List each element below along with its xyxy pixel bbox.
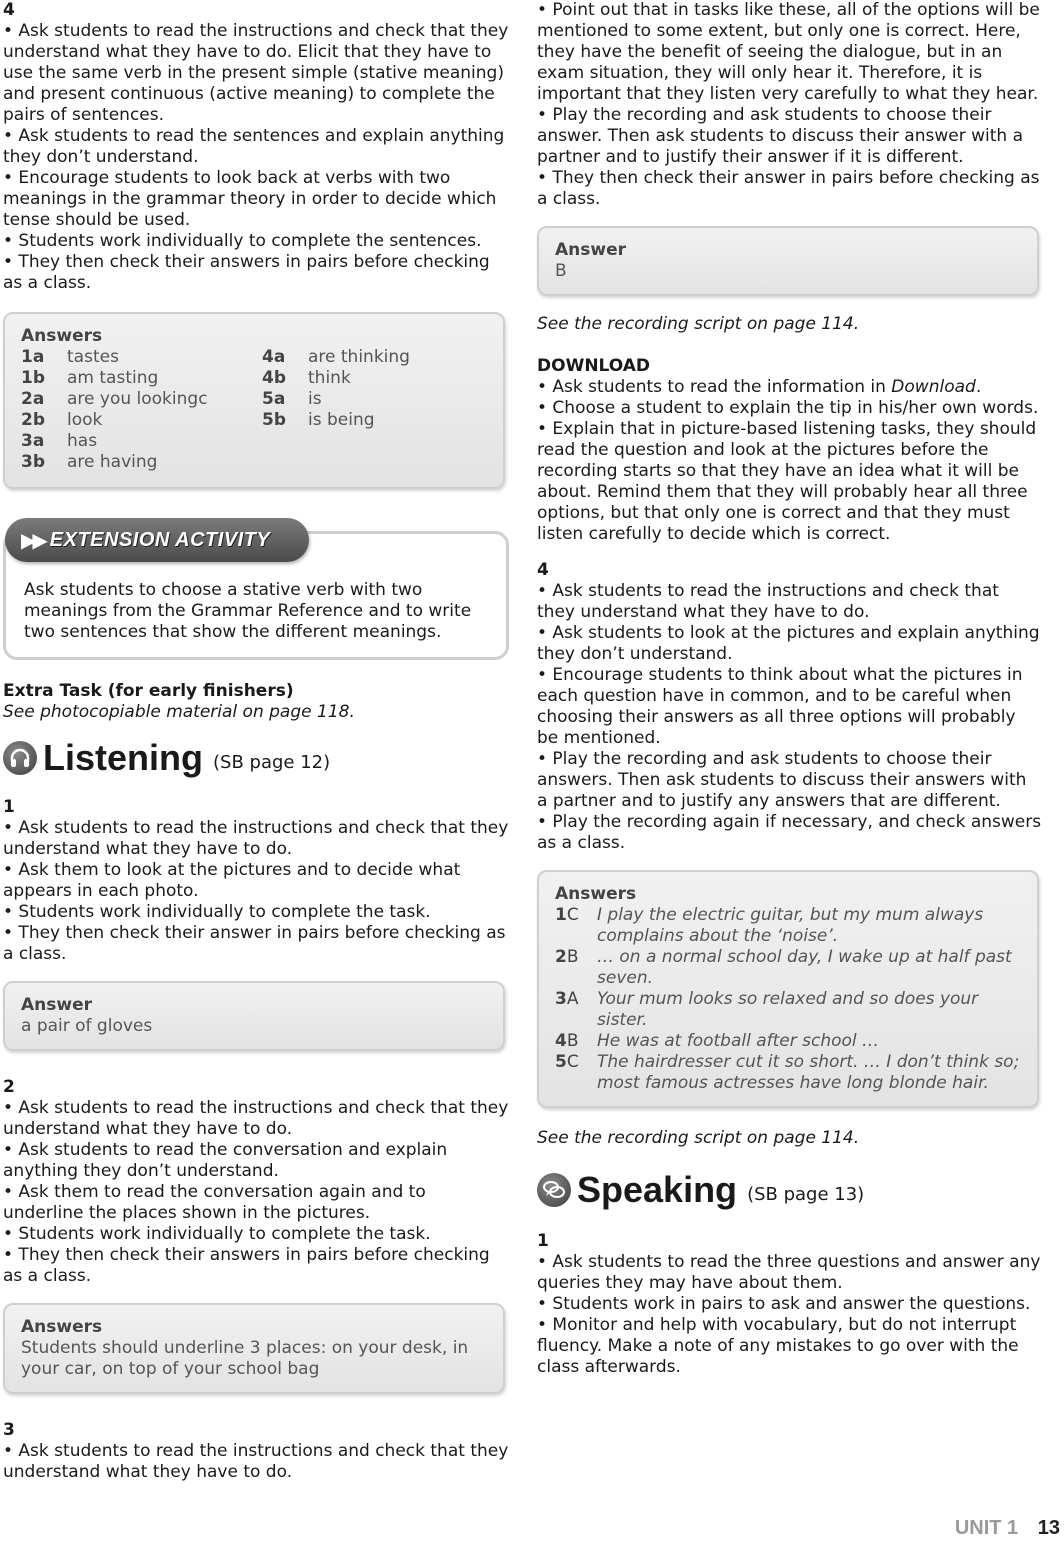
table-row	[555, 1052, 1021, 1094]
answer-text: B	[555, 261, 567, 281]
answer-title: Answer	[21, 995, 92, 1015]
right-column	[537, 0, 1042, 1378]
answers-box	[3, 312, 505, 489]
table-row	[21, 431, 410, 452]
recording-script-ref: See the recording script on page 114.	[537, 314, 860, 334]
bullet: • Ask students to look at the pictures and explain anything they don’t understand.	[537, 623, 1040, 664]
bullet-italic: Download	[891, 377, 976, 397]
answer-number: 1	[555, 905, 567, 925]
sb-page-ref: (SB page 13)	[747, 1183, 865, 1205]
bullet	[537, 377, 1042, 398]
answer-key: 1a	[21, 347, 45, 367]
answer-key: 4a	[262, 347, 286, 367]
bullet: • Point out that in tasks like these, all of the options will be mentioned to some extent, but only one is correct. Here, they have the benefit of seeing the dialogue, but in an exam situation, they will only hear it. Therefore, it is important that they listen very carefully to what they hear.	[537, 0, 1040, 104]
answer-quote: Your mum looks so relaxed and so does your sister.	[597, 989, 979, 1030]
extension-activity-tab	[5, 518, 309, 562]
answer-value: tastes	[67, 347, 119, 367]
answer-title: Answer	[555, 240, 626, 260]
bullet: • Encourage students to look back at verbs with two meanings in the grammar theory in order to decide which tense should be used.	[3, 168, 497, 230]
extension-text: Ask students to choose a stative verb with two meanings from the Grammar Reference and to write two sentences that show the different meanings.	[24, 580, 472, 642]
bullet: • Play the recording and ask students to choose their answers. Then ask students to discuss their answers with a partner and to justify any answers that are different.	[537, 749, 1027, 811]
bullet: • Ask them to read the conversation again and to underline the places shown in the pictures.	[3, 1182, 426, 1223]
bullet: • Ask students to read the instructions and check that they understand what they have to do.	[3, 1441, 509, 1482]
bullet: • Encourage students to think about what the pictures in each question have in common, and to be careful when choosing their answers as all three options will probably be mentioned.	[537, 665, 1023, 748]
answer-key: 1b	[21, 368, 45, 388]
answer-value: has	[67, 431, 98, 451]
page-footer	[955, 1517, 1060, 1540]
answer-quote: … on a normal school day, I wake up at half past seven.	[597, 947, 1012, 988]
listening-heading	[3, 731, 511, 785]
bullet: • Ask students to read the instructions and check that they understand what they have to do. Elicit that they have to use the same verb in the present simple (stative meaning) and present continuous (active meaning) to complete the pairs of sentences.	[3, 21, 509, 125]
bullet: • Ask students to read the conversation and explain anything they don’t understand.	[3, 1140, 448, 1181]
bullet-text: • Ask students to read the information in	[537, 377, 892, 397]
download-title: DOWNLOAD	[537, 356, 651, 376]
answer-quote: He was at football after school …	[597, 1031, 880, 1051]
table-row	[555, 989, 1021, 1031]
extra-task-title: Extra Task (for early finishers)	[3, 681, 294, 701]
section-title: Listening	[43, 737, 203, 778]
answer-key: 2b	[21, 410, 45, 430]
table-row	[21, 368, 410, 389]
bullet: • Ask students to read the instructions and check that they understand what they have to do.	[537, 581, 999, 622]
sb-page-ref: (SB page 12)	[213, 751, 331, 773]
bullet: • They then check their answer in pairs before checking as a class.	[537, 168, 1040, 209]
table-row	[21, 347, 410, 368]
table-row	[555, 905, 1021, 947]
answer-value: think	[308, 368, 351, 388]
bullet: • Students work in pairs to ask and answer the questions.	[537, 1294, 1031, 1314]
bullet: • Play the recording again if necessary, and check answers as a class.	[537, 812, 1042, 853]
answer-value: are thinking	[308, 347, 410, 367]
answer-letter: B	[566, 1031, 579, 1051]
section-number: 1	[537, 1231, 549, 1251]
answer-box	[537, 226, 1039, 296]
bullet-text: .	[975, 377, 982, 397]
answer-value: am tasting	[67, 368, 159, 388]
left-column	[3, 0, 511, 1483]
answer-number: 3	[555, 989, 567, 1009]
answer-letter: C	[566, 1052, 579, 1072]
answers-title: Answers	[555, 884, 637, 904]
bullet: • Play the recording and ask students to choose their answer. Then ask students to discuss their answer with a partner and to justify their answer if it is different.	[537, 105, 1024, 167]
answer-value: is	[308, 389, 322, 409]
bullet: • They then check their answers in pairs before checking as a class.	[3, 1245, 490, 1286]
table-row	[21, 410, 410, 431]
bullet: • Ask students to read the instructions and check that they understand what they have to do.	[3, 1098, 509, 1139]
table-row	[21, 389, 410, 410]
answers-table	[21, 347, 410, 473]
bullet: • Students work individually to complete the task.	[3, 1224, 431, 1244]
headphones-icon	[3, 741, 37, 775]
answer-value: look	[67, 410, 103, 430]
table-row	[21, 452, 410, 473]
bullet: • They then check their answers in pairs before checking as a class.	[3, 252, 490, 293]
answers-text: Students should underline 3 places: on your desk, in your car, on top of your school bag	[21, 1338, 469, 1379]
section-number: 2	[3, 1077, 15, 1097]
bullet: • They then check their answer in pairs before checking as a class.	[3, 923, 506, 964]
answer-key: 3b	[21, 452, 45, 472]
section-title: Speaking	[577, 1169, 738, 1210]
answer-value: is being	[308, 410, 375, 430]
answers-table	[555, 905, 1021, 1094]
bullet: • Explain that in picture-based listening tasks, they should read the question and look at the pictures before the recording starts so that they have an idea what it will be about. Remind them that they will probably hear all three options, but that only one is correct and that they must listen carefully to decide which is correct.	[537, 419, 1037, 544]
answer-quote: The hairdresser cut it so short. … I don’t think so; most famous actresses have long blonde hair.	[597, 1052, 1020, 1093]
bullet: • Monitor and help with vocabulary, but do not interrupt fluency. Make a note of any mistakes to go over with the class afterwards.	[537, 1315, 1019, 1377]
speech-bubbles-icon	[537, 1173, 571, 1207]
bullet: • Ask students to read the sentences and explain anything they don’t understand.	[3, 126, 505, 167]
answer-key: 5b	[262, 410, 286, 430]
answer-letter: B	[566, 947, 579, 967]
answer-number: 5	[555, 1052, 567, 1072]
extension-activity-box	[3, 527, 509, 660]
extra-task-text: See photocopiable material on page 118.	[3, 702, 355, 722]
section-number: 4	[3, 0, 15, 20]
answer-letter: A	[566, 989, 579, 1009]
bullet: • Students work individually to complete the sentences.	[3, 231, 482, 251]
answers-box	[3, 1303, 505, 1394]
answer-number: 2	[555, 947, 567, 967]
fast-forward-icon: ▶▶	[21, 527, 44, 552]
answer-letter: C	[566, 905, 579, 925]
answer-key: 3a	[21, 431, 45, 451]
unit-label: UNIT 1	[954, 1517, 1019, 1539]
page-number: 13	[1037, 1517, 1060, 1539]
table-row	[555, 1031, 1021, 1052]
answer-key: 2a	[21, 389, 45, 409]
answer-box	[3, 981, 505, 1051]
answers-title: Answers	[21, 1317, 103, 1337]
bullet: • Ask students to read the instructions and check that they understand what they have to do.	[3, 818, 509, 859]
answer-value: are you lookingc	[67, 389, 208, 409]
bullet: • Ask students to read the three questions and answer any queries they may have about them.	[537, 1252, 1041, 1293]
bullet: • Choose a student to explain the tip in his/her own words.	[537, 398, 1039, 418]
bullet: • Ask them to look at the pictures and to decide what appears in each photo.	[3, 860, 461, 901]
answers-title: Answers	[21, 326, 103, 346]
bullet: • Students work individually to complete the task.	[3, 902, 431, 922]
recording-script-ref: See the recording script on page 114.	[537, 1128, 860, 1148]
answer-text: a pair of gloves	[21, 1016, 153, 1036]
section-number: 1	[3, 797, 15, 817]
answer-key: 4b	[262, 368, 286, 388]
answers-box	[537, 870, 1039, 1108]
answer-value: are having	[67, 452, 158, 472]
table-row	[555, 947, 1021, 989]
answer-key: 5a	[262, 389, 286, 409]
answer-quote: I play the electric guitar, but my mum always complains about the ‘noise’.	[597, 905, 984, 946]
section-number: 4	[537, 560, 549, 580]
answer-number: 4	[555, 1031, 567, 1051]
extension-activity-label: EXTENSION ACTIVITY	[49, 528, 271, 551]
speaking-heading	[537, 1163, 1042, 1217]
section-number: 3	[3, 1420, 15, 1440]
